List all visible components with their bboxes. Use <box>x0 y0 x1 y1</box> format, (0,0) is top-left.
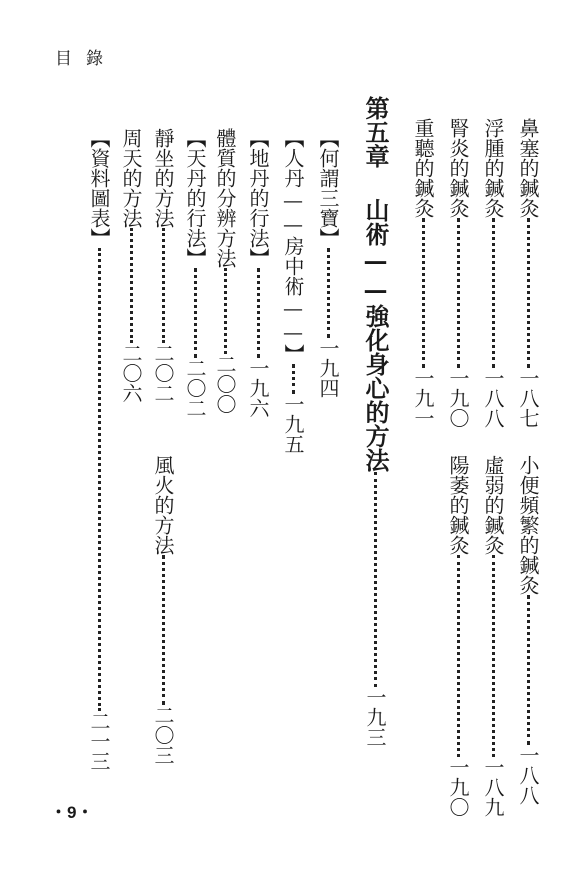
toc-entry[interactable] <box>515 455 541 805</box>
toc-entry-title: 【天丹的行法】 <box>183 128 207 268</box>
leader-dots <box>292 364 295 394</box>
leader-dots <box>457 218 460 368</box>
toc-entry[interactable] <box>118 128 144 403</box>
chapter-heading[interactable] <box>360 96 390 747</box>
toc-entry-page: 二〇六 <box>119 343 143 403</box>
leader-dots <box>422 218 425 368</box>
toc-entry[interactable] <box>150 455 176 765</box>
leader-dots <box>492 555 495 757</box>
leader-dots <box>224 268 227 354</box>
toc-entry[interactable] <box>315 128 341 398</box>
toc-entry-page: 一八八 <box>516 745 540 805</box>
leader-dots <box>162 228 165 343</box>
toc-entry[interactable] <box>445 118 471 428</box>
toc-entry-page: 一九六 <box>246 358 270 418</box>
toc-entry[interactable] <box>445 455 471 817</box>
toc-entry-title: 小便頻繁的鍼灸 <box>516 455 540 595</box>
toc-entry-page: 二〇〇 <box>213 354 237 414</box>
toc-entry[interactable] <box>245 128 271 418</box>
toc-entry[interactable] <box>150 128 176 403</box>
toc-entry[interactable] <box>212 128 238 414</box>
leader-dots <box>98 248 101 711</box>
toc-entry-page: 一九〇 <box>446 368 470 428</box>
toc-entry-title: 浮腫的鍼灸 <box>481 118 505 218</box>
toc-entry-page: 一九一 <box>411 368 435 428</box>
leader-dots <box>162 555 165 705</box>
toc-entry[interactable] <box>515 118 541 428</box>
toc-entry[interactable] <box>410 118 436 428</box>
toc-entry-page: 一八八 <box>481 368 505 428</box>
toc-entry-page: 二〇二 <box>151 343 175 403</box>
leader-dots <box>374 472 377 687</box>
toc-entry-title: 重聽的鍼灸 <box>411 118 435 218</box>
toc-entry-title: 體質的分辨方法 <box>213 128 237 268</box>
chapter-label: 第五章 <box>361 96 390 168</box>
toc-entry-title: 【人丹——房中術——】 <box>281 128 305 364</box>
leader-dots <box>130 228 133 343</box>
toc-entry[interactable] <box>182 128 208 418</box>
toc-entry-page: 二〇二 <box>183 358 207 418</box>
toc-entry[interactable] <box>480 455 506 817</box>
chapter-title: 山術——強化身心的方法 <box>361 198 390 472</box>
toc-entry-title: 周天的方法 <box>119 128 143 228</box>
toc-entry-page: 二一三 <box>87 711 111 771</box>
toc-entry-title: 靜坐的方法 <box>151 128 175 228</box>
toc-entry-page: 一九〇 <box>446 757 470 817</box>
toc-entry-page: 一八九 <box>481 757 505 817</box>
toc-entry-page: 一九四 <box>316 338 340 398</box>
toc-entry-title: 鼻塞的鍼灸 <box>516 118 540 218</box>
toc-entry[interactable] <box>280 128 306 454</box>
leader-dots <box>527 218 530 368</box>
toc-entry-title: 陽萎的鍼灸 <box>446 455 470 555</box>
page-number: ・9・ <box>50 803 94 822</box>
toc-entry-title: 風火的方法 <box>151 455 175 555</box>
leader-dots <box>492 218 495 368</box>
toc-entry-page: 一八七 <box>516 368 540 428</box>
running-header: 目錄 <box>55 49 117 69</box>
toc-entry-title: 虛弱的鍼灸 <box>481 455 505 555</box>
toc-entry[interactable] <box>480 118 506 428</box>
leader-dots <box>327 248 330 338</box>
toc-entry-page: 一九五 <box>281 394 305 454</box>
toc-entry-title: 【資料圖表】 <box>87 128 111 248</box>
toc-entry-title: 腎炎的鍼灸 <box>446 118 470 218</box>
toc-entry[interactable] <box>86 128 112 771</box>
chapter-page: 一九三 <box>363 687 387 747</box>
toc-entry-title: 【地丹的行法】 <box>246 128 270 268</box>
leader-dots <box>527 595 530 745</box>
leader-dots <box>194 268 197 358</box>
leader-dots <box>257 268 260 358</box>
leader-dots <box>457 555 460 757</box>
toc-entry-page: 二〇三 <box>151 705 175 765</box>
toc-entry-title: 【何謂三寶】 <box>316 128 340 248</box>
